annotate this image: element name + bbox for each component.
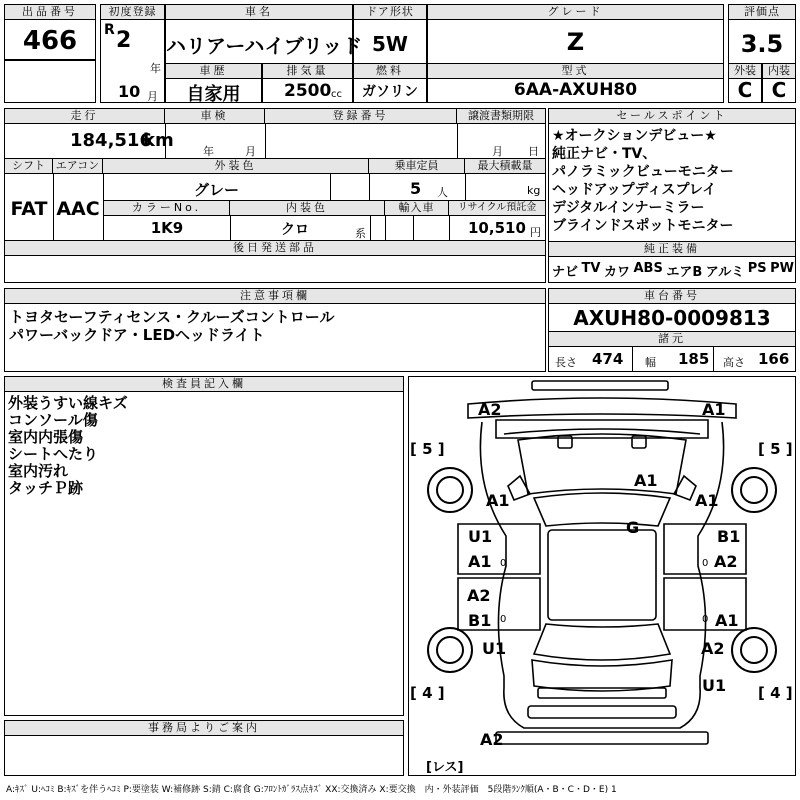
door-handle-mark: 0 [702,614,709,625]
damage-mark: A1 [702,400,726,419]
registration-number-label: 登録番号 [265,109,457,124]
aircon: AAC [56,198,100,220]
lot-number-label: 出品番号 [5,5,95,20]
damage-mark: U1 [482,639,507,658]
car-name: ハリアーハイブリッド [166,34,363,58]
width-label: 幅 [645,356,656,369]
note-line: パワーバックドア・LEDヘッドライト [9,326,265,344]
inspector-note: シートへたり [8,445,99,463]
height-label: 高さ [723,356,745,369]
specs-label: 諸元 [549,331,795,347]
damage-mark: A2 [467,586,491,605]
damage-mark: A2 [478,400,502,419]
damage-mark: A1 [715,611,739,630]
sales-points-label: セールスポイント [549,109,795,124]
exterior-score: C [737,78,753,102]
inspector-note: 室内内張傷 [8,428,84,446]
door-handle-mark: 0 [702,558,709,569]
capacity-label: 乗車定員 [369,159,465,174]
inspector-note: タッチＰ跡 [8,479,84,497]
interior-color-label: 内装色 [230,201,385,216]
transfer-deadline-label: 譲渡書類期限 [457,109,545,124]
first-registration-year: 2 [116,28,132,53]
office-label: 事務局よりご案内 [5,721,403,736]
damage-mark: A1 [468,552,492,571]
inspector-note: 室内汚れ [8,462,69,480]
door-type: 5W [372,32,408,56]
corner-right-front: [ 5 ] [758,440,793,458]
mileage-label: 走行 [5,109,165,124]
corner-left-rear: [ 4 ] [410,684,445,702]
first-registration-label: 初度登録 [101,5,164,20]
exterior-color-label: 外装色 [103,159,369,174]
max-load-unit: kg [527,184,541,197]
car-diagram [408,376,796,776]
history: 自家用 [186,84,241,105]
inspector-note: 外装うすい線キズ [8,394,128,412]
inspection-year-unit: 年 [203,145,214,158]
door-handle-mark: 0 [500,558,507,569]
interior-score: C [771,78,787,102]
damage-mark: A2 [714,552,738,571]
grade-label: グレード [428,5,723,20]
sales-point: ブラインドスポットモニター [552,218,734,234]
notes-text [9,308,539,344]
inspection-label: 車検 [165,109,265,124]
equipment-item: エアB [666,265,703,280]
sales-point: ヘッドアップディスプレイ [552,182,717,198]
displacement: 2500 [284,81,332,101]
color-number-label: カラーNo. [104,201,230,216]
height: 166 [758,350,790,368]
damage-mark: A2 [701,639,725,658]
equipment-item: TV [581,261,601,276]
lot-blank-cell [4,60,96,103]
damage-legend: A:ｷｽﾞ U:ﾍｺﾐ B:ｷｽﾞを伴うﾍｺﾐ P:要塗装 W:補修跡 S:錆 C:腐食 G:ﾌﾛﾝﾄｶﾞﾗｽ点ｷｽﾞ XX:交換済み X:要交換 内・外装評価 5段階ﾗﾝｸ順(A・B・C・D・E) 1 [6,785,617,795]
capacity: 5 [410,179,422,198]
fuel-label: 燃料 [354,64,426,79]
interior-color: クロ [281,222,309,238]
chassis-number-label: 車台番号 [549,289,795,304]
interior-color-unit: 系 [355,227,366,240]
mileage-unit: km [143,130,174,151]
score: 3.5 [740,30,784,58]
displacement-unit: cc [331,89,342,100]
month-unit: 月 [147,90,158,103]
sales-point: デジタルインナーミラー [552,200,705,216]
door-type-label: ドア形状 [354,5,426,20]
inspector-label: 検査員記入欄 [5,377,403,392]
import-label: 輸入車 [385,201,449,216]
inspector-note: コンソール傷 [8,411,98,429]
sales-point: ★オークションデビュー★ [552,128,717,144]
aircon-label: エアコン [53,159,103,174]
damage-mark: B1 [717,527,741,546]
era: R [104,22,115,38]
equipment-item: アルミ [705,265,745,280]
note-line: トヨタセーフティセンス・クルーズコントロール [9,308,335,326]
equipment-item: カワ [603,265,630,280]
shift: FAT [10,198,48,220]
capacity-unit: 人 [437,186,448,199]
color-number: 1K9 [150,219,184,237]
max-load-label: 最大積載量 [465,159,545,174]
interior-score-label: 内装 [763,64,795,79]
equipment-label: 純正装備 [549,241,795,257]
length: 474 [592,350,624,368]
mileage: 184,516 [70,130,152,151]
sales-points-list [552,127,794,235]
inspector-notes [8,395,398,497]
inspection-month-unit: 月 [245,145,256,158]
damage-mark: A1 [634,471,658,490]
history-label: 車歴 [166,64,261,79]
damage-mark: A1 [486,491,510,510]
exterior-color: グレー [193,181,239,199]
transfer-month-unit: 月 [492,145,503,158]
sales-point: 純正ナビ・TV、 [552,146,657,162]
shift-label: シフト [5,159,53,174]
equipment-item: ABS [633,261,663,276]
sales-point: パノラミックビューモニター [552,164,734,180]
model: 6AA-AXUH80 [513,80,638,100]
equipment-item: ナビ [552,265,579,280]
chassis-number: AXUH80-0009813 [573,306,771,330]
exterior-score-label: 外装 [729,64,761,79]
corner-right-rear: [ 4 ] [758,684,793,702]
damage-mark: G [626,518,640,537]
transfer-day-unit: 日 [528,145,539,158]
year-unit: 年 [150,62,161,75]
grade: Z [566,28,585,56]
door-handle-mark: 0 [500,614,507,625]
displacement-label: 排気量 [263,64,352,79]
damage-mark: U1 [468,527,493,546]
notes-label: 注意事項欄 [5,289,545,304]
damage-mark: B1 [468,611,492,630]
spare-tire-label: [レス] [426,760,464,775]
fuel: ガソリン [362,84,418,100]
corner-left-front: [ 5 ] [410,440,445,458]
score-label: 評価点 [729,5,795,20]
damage-mark: U1 [702,676,727,695]
lot-number: 466 [22,26,78,56]
later-parts-label: 後日発送部品 [5,241,545,256]
width: 185 [678,350,710,368]
equipment-item: PS [747,261,767,276]
car-name-label: 車名 [166,5,352,20]
recycle-fee-label: リサイクル預託金 [449,201,545,216]
model-label: 型式 [428,64,723,79]
damage-mark: A2 [480,730,504,749]
equipment-item: PW [770,261,794,276]
first-registration-month: 10 [118,82,141,101]
recycle-fee-unit: 円 [530,226,541,239]
length-label: 長さ [555,356,577,369]
damage-mark: A1 [695,491,719,510]
equipment-list [552,261,794,280]
recycle-fee: 10,510 [468,219,526,237]
